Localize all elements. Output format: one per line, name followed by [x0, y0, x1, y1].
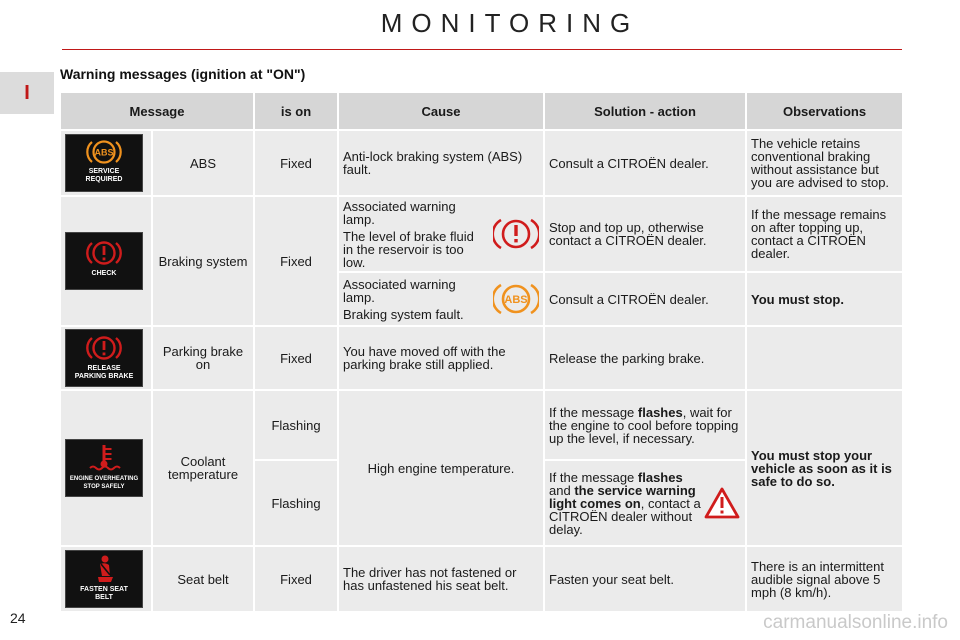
braking-cause-a1: Associated warning lamp. — [343, 198, 456, 227]
watermark: carmanualsonline.info — [763, 612, 948, 633]
header-is-on: is on — [254, 92, 338, 130]
abs-panel-line-2: REQUIRED — [85, 176, 123, 183]
braking-message: Braking system — [152, 196, 254, 326]
abs-observations: The vehicle retains conventional braking without assistance but you are advised to stop. — [746, 130, 903, 196]
header-cause: Cause — [338, 92, 544, 130]
coolant-sol2-c: and — [549, 482, 575, 498]
service-warning-triangle-icon — [703, 486, 741, 520]
coolant-sol1-a: If the message — [549, 404, 638, 420]
coolant-panel-line-2: STOP SAFELY — [83, 484, 125, 490]
coolant-message: Coolant temperature — [152, 390, 254, 546]
seat-belt-icon — [89, 554, 119, 584]
section-title: Warning messages (ignition at "ON") — [60, 66, 306, 82]
seatbelt-message: Seat belt — [152, 546, 254, 612]
coolant-is-on-1: Flashing — [254, 390, 338, 460]
parking-message: Parking brake on — [152, 326, 254, 390]
seatbelt-solution: Fasten your seat belt. — [544, 546, 746, 612]
header-observations: Observations — [746, 92, 903, 130]
braking-observations-a: If the message remains on after topping up, contact a CITROËN dealer. — [746, 196, 903, 272]
coolant-cause: High engine temperature. — [338, 390, 544, 546]
coolant-sol2-b: flashes — [637, 469, 683, 485]
svg-text:ABS: ABS — [504, 294, 528, 306]
brake-panel-line-1: CHECK — [91, 270, 117, 277]
coolant-sol2-e: , contact a CITROËN dealer without delay. — [549, 495, 701, 537]
table-row — [60, 196, 903, 272]
parking-is-on: Fixed — [254, 326, 338, 390]
abs-panel-line-1: SERVICE — [88, 168, 120, 175]
brake-red-icon — [84, 333, 124, 363]
coolant-observations: You must stop your vehicle as soon as it is safe to do so. — [746, 390, 903, 546]
coolant-sol2-a: If the message — [549, 469, 638, 485]
title-rule — [62, 49, 902, 50]
abs-amber-icon — [493, 281, 539, 317]
coolant-sol1-c: , wait for the engine to cool before topping up the level, if necessary. — [549, 404, 739, 446]
abs-cause: Anti-lock braking system (ABS) fault. — [338, 130, 544, 196]
table-row — [60, 546, 903, 612]
table-row — [60, 130, 903, 196]
seatbelt-is-on: Fixed — [254, 546, 338, 612]
seatbelt-panel-line-1: FASTEN SEAT — [80, 586, 128, 593]
table-row — [60, 326, 903, 390]
brake-warning-panel — [65, 232, 143, 290]
parking-brake-panel — [65, 329, 143, 387]
coolant-solution-1 — [544, 390, 746, 460]
parking-observations — [746, 326, 903, 390]
abs-is-on: Fixed — [254, 130, 338, 196]
braking-observations-b: You must stop. — [746, 272, 903, 326]
header-solution: Solution - action — [544, 92, 746, 130]
parking-cause: You have moved off with the parking brake still applied. — [338, 326, 544, 390]
abs-solution: Consult a CITROËN dealer. — [544, 130, 746, 196]
coolant-temperature-icon — [87, 443, 121, 473]
braking-cause-b2: Braking system fault. — [343, 306, 464, 322]
parking-panel-line-2: PARKING BRAKE — [74, 373, 134, 380]
braking-is-on: Fixed — [254, 196, 338, 326]
header-message: Message — [60, 92, 254, 130]
abs-message: ABS — [152, 130, 254, 196]
seatbelt-panel-line-2: BELT — [95, 594, 113, 601]
svg-text:ABS: ABS — [94, 147, 114, 158]
table-row — [60, 390, 903, 460]
chapter-tab: I — [0, 72, 54, 114]
coolant-panel-line-1: ENGINE OVERHEATING — [69, 476, 139, 482]
coolant-sol1-b: flashes — [637, 404, 683, 420]
abs-warning-panel — [65, 134, 143, 192]
table-header-row — [60, 92, 903, 130]
coolant-sol2-d: the service warning light comes on — [549, 482, 696, 511]
brake-warning-icon — [493, 216, 539, 252]
brake-red-icon — [84, 238, 124, 268]
coolant-warning-panel — [65, 439, 143, 497]
braking-cause-a2: The level of brake fluid in the reservoir is too low. — [343, 228, 474, 270]
page-number: 24 — [10, 610, 26, 626]
braking-solution-a: Stop and top up, otherwise contact a CITROËN dealer. — [544, 196, 746, 272]
seatbelt-observations: There is an intermittent audible signal above 5 mph (8 km/h). — [746, 546, 903, 612]
seatbelt-cause: The driver has not fastened or has unfastened his seat belt. — [338, 546, 544, 612]
seat-belt-panel — [65, 550, 143, 608]
abs-amber-icon — [84, 138, 124, 166]
parking-solution: Release the parking brake. — [544, 326, 746, 390]
page-title: MONITORING — [380, 8, 640, 38]
coolant-solution-2 — [549, 471, 701, 536]
coolant-is-on-2: Flashing — [254, 460, 338, 546]
parking-panel-line-1: RELEASE — [87, 365, 121, 372]
braking-solution-b: Consult a CITROËN dealer. — [544, 272, 746, 326]
braking-cause-b1: Associated warning lamp. — [343, 276, 456, 305]
warning-messages-table — [59, 91, 904, 613]
